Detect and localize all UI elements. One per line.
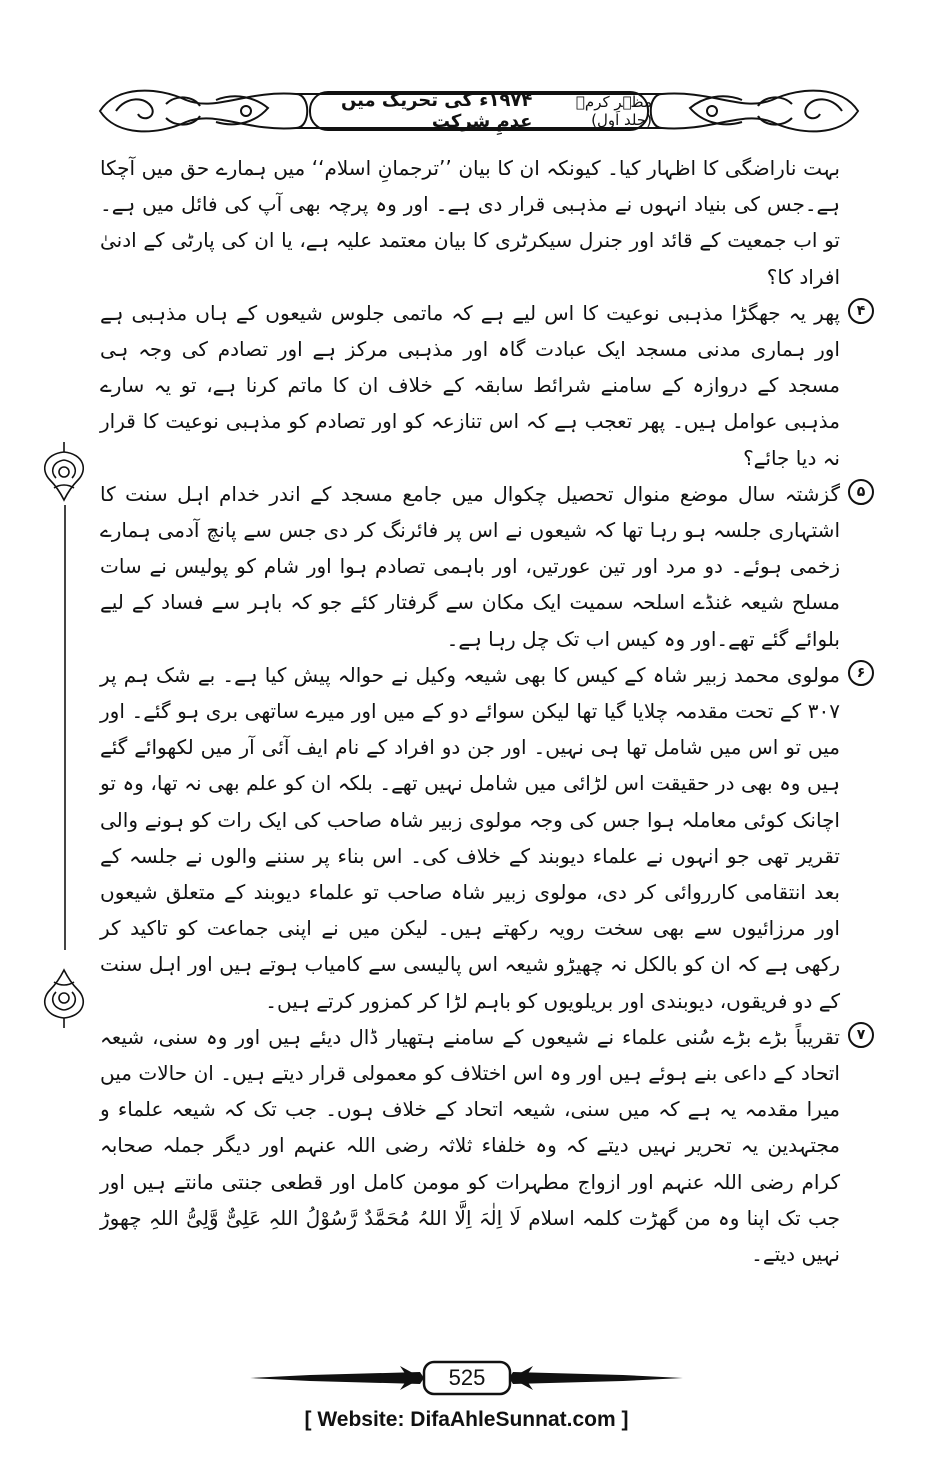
paragraph-text: تقریباً بڑے بڑے سُنی علماء نے شیعوں کے سامنے ہتھیار ڈال دیئے ہیں اور وہ سنی، شیعہ اتحاد کے داعی بنے ہوئے ہیں اور وہ اس اختلاف کو معمولی قرار دیتے ہیں۔ ان حالات میں میرا مقدمہ یہ ہے کہ میں سنی، شیعہ اتحاد کے خلاف ہوں۔ جب تک کہ شیعہ علماء و مجتہدین یہ تحریر نہیں دیتے کہ وہ خلفاء ثلاثہ رضی اللہ عنہم اور دیگر جملہ صحابہ کرام رضی اللہ عنہم اور ازواج مطہرات کو مومن کامل اور قطعی جنتی مانتے ہیں اور جب تک اپنا وہ من گھڑت کلمہ اسلام لَا اِلٰہَ اِلَّا اللہُ مُحَمَّدٌ رَّسُوْلُ اللہِ عَلِیٌّ وَّلِیُّ اللہِ چھوڑ نہیں دیتے۔ <box>100 1024 840 1267</box>
page-body <box>100 150 866 1272</box>
margin-ornament-icon <box>36 440 92 502</box>
paragraph-point-7 <box>100 1019 866 1272</box>
paragraph-point-6 <box>100 657 866 1019</box>
paragraph-text: مولوی محمد زبیر شاہ کے کیس کا بھی شیعہ وکیل نے حوالہ پیش کیا ہے۔ بے شک ہم پر ۳۰۷ کے تحت مقدمہ چلایا گیا تھا لیکن سوائے دو کے میں اور میرے ساتھی بری ہو گئے۔ اور میں تو اس میں شامل تھا ہی نہیں۔ اور جن دو افراد کے نام ایف آئی آر میں لکھوائے گئے ہیں وہ بھی در حقیقت اس لڑائی میں شامل نہیں تھے۔ بلکہ ان کو علم بھی نہ تھا، وہ تو اچانک کوئی معاملہ ہوا جس کی وجہ مولوی زبیر شاہ صاحب کی ایک رات کو ہونے والی تقریر تھی جو انہوں نے علماء دیوبند کے خلاف کی۔ اس بناء پر سننے والوں نے جلسہ کے بعد انتقامی کارروائی کر دی، مولوی زبیر شاہ صاحب تو علماء دیوبند کے متعلق شیعوں اور مرزائیوں سے بھی سخت رویہ رکھتے ہیں۔ لیکن میں نے اپنی جماعت کو تاکید کر رکھی ہے کہ ان کو بالکل نہ چھیڑو شیعہ اس پالیسی سے کامیاب ہوتے ہیں اور اہل سنت کے دو فریقوں، دیوبندی اور بریلویوں کو باہم لڑا کر کمزور کرتے ہیں۔ <box>100 662 840 1013</box>
paragraph-point-5 <box>100 476 866 657</box>
paragraph-point-4 <box>100 295 866 476</box>
paragraph-text: پھر یہ جھگڑا مذہبی نوعیت کا اس لیے ہے کہ ماتمی جلوس شیعوں کے ہاں مذہبی ہے اور ہماری مدنی مسجد ایک عبادت گاہ اور مذہبی مرکز ہے اور تصادم کی وجہ ہی مسجد کے دروازہ کے سامنے شرائط سابقہ کے خلاف ان کا ماتم کرنا ہے، تو یہ سارے مذہبی عوامل ہیں۔ پھر تعجب ہے کہ اس تنازعہ کو اور تصادم کو مذہبی نوعیت کا قرار نہ دیا جائے؟ <box>100 300 840 470</box>
point-number-badge: ۵ <box>848 479 874 505</box>
margin-ornament-icon <box>36 968 92 1030</box>
website-footer: [ Website: DifaAhleSunnat.com ] <box>304 1408 629 1431</box>
point-number-badge: ۷ <box>848 1022 874 1048</box>
point-number-badge: ۶ <box>848 660 874 686</box>
paragraph-text: بہت ناراضگی کا اظہار کیا۔ کیونکہ ان کا بیان ’’ترجمانِ اسلام‘‘ میں ہمارے حق میں آچکا ہے۔جس کی بنیاد انہوں نے مذہبی قرار دی ہے۔ اور وہ پرچہ بھی آپ کی فائل میں ہے۔تو اب جمعیت کے قائد اور جنرل سیکرٹری کا بیان معتمد علیہ ہے، یا ان کی پارٹی کے ادنیٰ افراد کا؟ <box>100 156 840 289</box>
paragraph-continuation <box>100 150 840 295</box>
page-number-bar <box>250 1358 683 1398</box>
book-title: مظہرِ کرمؐ (جلد اول) <box>575 93 652 129</box>
header-title <box>306 92 652 130</box>
margin-rule <box>64 505 66 950</box>
paragraph-text: گزشتہ سال موضع منوال تحصیل چکوال میں جامع مسجد کے اندر خدام اہل سنت کا اشتہاری جلسہ ہو رہا تھا کہ شیعوں نے اس پر فائرنگ کر دی جس سے پانچ آدمی ہمارے زخمی ہوئے۔ دو مرد اور تین عورتیں، اور باہمی تصادم ہوا اور شام کو پولیس نے سات مسلح شیعہ غنڈے اسلحہ سمیت ایک مکان سے گرفتار کئے جو کہ باہر سے فساد کے لیے بلوائے گئے تھے۔اور وہ کیس اب تک چل رہا ہے۔ <box>100 481 840 651</box>
running-header <box>96 82 862 140</box>
page-number: 525 <box>448 1365 486 1390</box>
point-number-badge: ۴ <box>848 298 874 324</box>
chapter-title: ۱۹۷۴ء کی تحریک میں عدمِ شرکت <box>340 90 533 132</box>
